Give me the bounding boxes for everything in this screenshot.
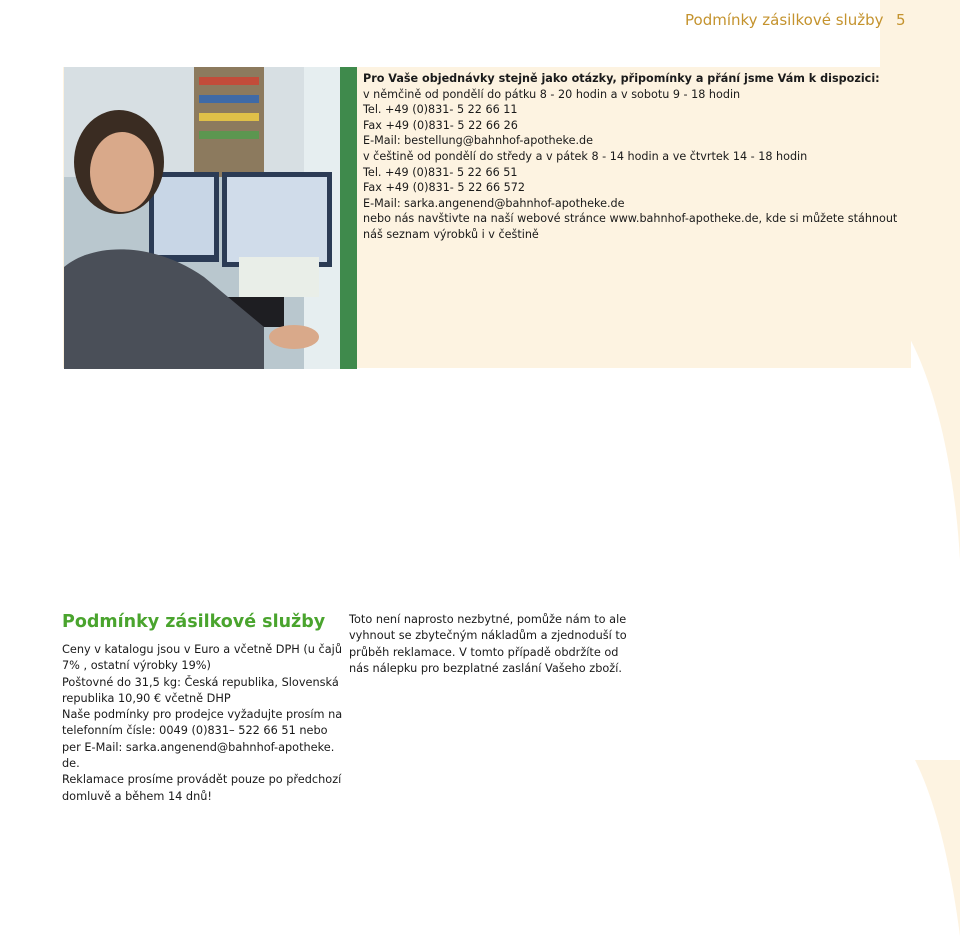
contact-hours-german: v němčině od pondělí do pátku 8 - 20 hodin a v sobotu 9 - 18 hodin — [363, 87, 741, 101]
conditions-left-column — [62, 642, 347, 805]
contact-intro: Pro Vaše objednávky stejně jako otázky, připomínky a přání jsme Vám k dispozici: — [363, 72, 880, 85]
contact-phone-german: Tel. +49 (0)831- 5 22 66 11 — [363, 103, 518, 117]
conditions-returns: Reklamace prosíme provádět pouze po předchozí domluvě a během 14 dnů! — [62, 773, 342, 803]
conditions-prices: Ceny v katalogu jsou v Euro a včetně DPH (u čajů 7% , ostatní výrobky 19%) — [62, 643, 342, 673]
running-header-title: Podmínky zásilkové služby — [685, 11, 884, 29]
contact-fax-czech: Fax +49 (0)831- 5 22 66 572 — [363, 181, 526, 195]
contact-email-czech[interactable]: E-Mail: sarka.angenend@bahnhof-apotheke.de — [363, 196, 625, 210]
call-center-photo — [64, 67, 357, 369]
contact-website-note: nebo nás navštivte na naší webové stránce www.bahnhof-apotheke.de, kde si můžete stáhnout náš seznam výrobků i v češtině — [363, 212, 898, 241]
section-title: Podmínky zásilkové služby — [62, 612, 326, 632]
conditions-right-column — [349, 612, 639, 677]
conditions-shipping: Poštovné do 31,5 kg: Česká republika, Slovenská republika 10,90 € včetně DHP — [62, 675, 339, 705]
contact-phone-czech: Tel. +49 (0)831- 5 22 66 51 — [363, 165, 518, 179]
contact-email-german[interactable]: E-Mail: bestellung@bahnhof-apotheke.de — [363, 134, 594, 148]
contact-info — [363, 71, 908, 243]
contact-fax-german: Fax +49 (0)831- 5 22 66 26 — [363, 118, 518, 132]
page-number: 5 — [896, 11, 906, 29]
contact-hours-czech: v češtině od pondělí do středy a v pátek 8 - 14 hodin a ve čtvrtek 14 - 18 hodin — [363, 149, 808, 163]
conditions-dealers: Naše podmínky pro prodejce vyžadujte prosím na telefonním čísle: 0049 (0)831– 522 66 51 nebo per E-Mail: sarka.angenend@bahnhof-apotheke. de. — [62, 708, 343, 771]
conditions-returns-note: Toto není naprosto nezbytné, pomůže nám to ale vyhnout se zbytečným nákladům a zjednoduší to průběh reklamace. V tomto případě obdržíte od nás nálepku pro bezplatné zaslání Vašeho zboží. — [349, 613, 627, 675]
